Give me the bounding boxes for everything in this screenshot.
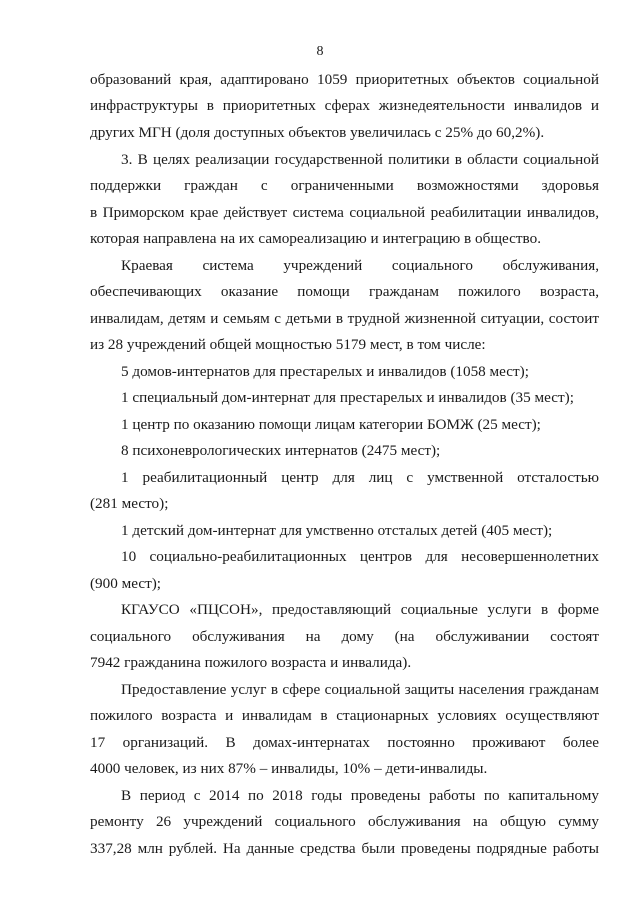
text-line: поддержки граждан с ограниченными возможностями здоровья xyxy=(90,177,599,194)
list-item: 1 реабилитационный центр для лиц с умственной отсталостью xyxy=(121,469,599,486)
list-item: 1 детский дом-интернат для умственно отсталых детей (405 мест); xyxy=(121,522,553,539)
text-line: 4000 человек, из них 87% – инвалиды, 10% – дети-инвалиды. xyxy=(90,760,488,777)
text-line: других МГН (доля доступных объектов увеличилась с 25% до 60,2%). xyxy=(90,124,545,141)
text-line: Краевая система учреждений социального обслуживания, xyxy=(121,257,599,274)
text-line: ремонту 26 учреждений социального обслуживания на общую сумму xyxy=(90,813,599,830)
text-line: пожилого возраста и инвалидам в стационарных условиях осуществляют xyxy=(90,707,599,724)
text-line: 337,28 млн рублей. На данные средства были проведены подрядные работы xyxy=(90,840,599,857)
list-item: 1 центр по оказанию помощи лицам категории БОМЖ (25 мест); xyxy=(121,416,541,433)
list-item: 5 домов-интернатов для престарелых и инвалидов (1058 мест); xyxy=(121,363,529,380)
text-line: инвалидам, детям и семьям с детьми в трудной жизненной ситуации, состоит xyxy=(90,310,599,327)
text-line: Предоставление услуг в сфере социальной защиты населения гражданам xyxy=(121,681,599,698)
text-line: В период с 2014 по 2018 годы проведены работы по капитальному xyxy=(121,787,599,804)
text-line: инфраструктуры в приоритетных сферах жизнедеятельности инвалидов и xyxy=(90,97,599,114)
page-number: 8 xyxy=(316,44,324,59)
list-item: 8 психоневрологических интернатов (2475 мест); xyxy=(121,442,441,459)
text-line: 17 организаций. В домах-интернатах постоянно проживают более xyxy=(90,734,599,751)
list-item-continuation: (281 место); xyxy=(90,495,169,512)
list-item: КГАУСО «ПЦСОН», предоставляющий социальные услуги в форме xyxy=(121,601,599,618)
list-item-continuation: (900 мест); xyxy=(90,575,162,592)
list-item: 1 специальный дом-интернат для престарелых и инвалидов (35 мест); xyxy=(121,389,574,406)
text-line: которая направлена на их самореализацию и интеграцию в общество. xyxy=(90,230,541,247)
list-item-continuation: социального обслуживания на дому (на обслуживании состоят xyxy=(90,628,599,645)
text-line: из 28 учреждений общей мощностью 5179 мест, в том числе: xyxy=(90,336,486,353)
text-line: в Приморском крае действует система социальной реабилитации инвалидов, xyxy=(90,204,599,221)
text-line: обеспечивающих оказание помощи гражданам пожилого возраста, xyxy=(90,283,599,300)
list-item: 10 социально-реабилитационных центров для несовершеннолетних xyxy=(121,548,599,565)
text-line: 3. В целях реализации государственной политики в области социальной xyxy=(121,151,599,168)
list-item-continuation: 7942 гражданина пожилого возраста и инвалида). xyxy=(90,654,412,671)
text-line: образований края, адаптировано 1059 приоритетных объектов социальной xyxy=(90,71,599,88)
